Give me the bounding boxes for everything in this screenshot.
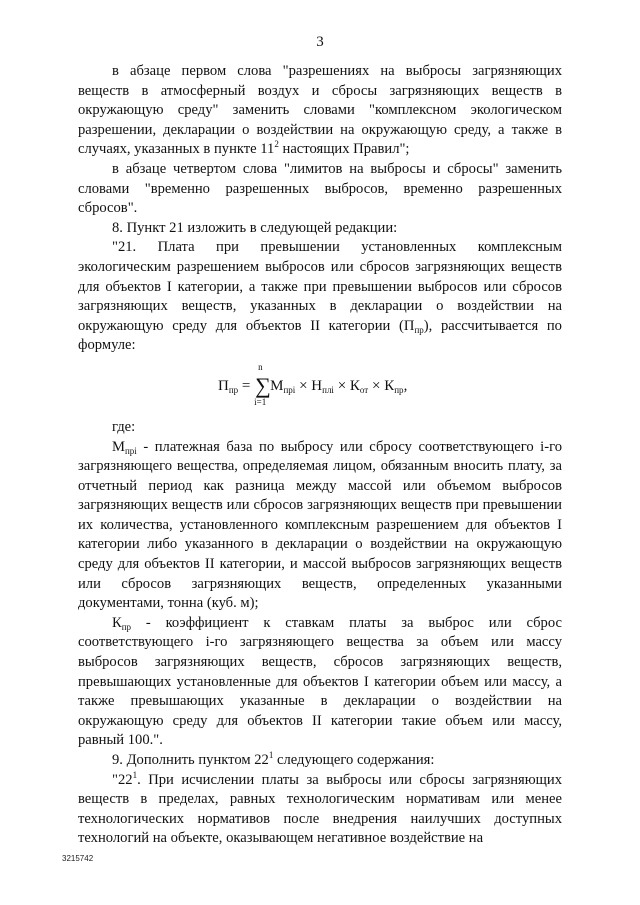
page-number: 3 — [316, 34, 324, 50]
definition-m: $М_{прi}$ - платежная база по выбросу или сбросу соответствующего i-го загрязняющего вещества, определяемая лицом, обязанным вносить плату, за отчетный период как разница между массой или объемом выбросов загрязняющих веществ или сбросов загрязняющих веществ при превышении их количества, установленного комплексным разрешением для объектов I категории либо указанного в декларации о воздействии на окружающую среду для объектов II категории, и массой выбросов загрязняющих веществ или сбросов загрязняющих веществ, определенных указанными документами, тонна (куб. м); — [78, 438, 562, 612]
definition-k: $К_{пр}$ - коэффициент к ставкам платы за выброс или сброс соответствующего i-го загрязняющего вещества за объем или массу выбросов загрязняющих веществ, сбросов загрязняющих веществ, превышающих установленные для объектов I категории объем или массу, а также превышающих указанные в декларации о воздействии на окружающую среду для объектов II категории такие объем или массу, равный 100.". — [78, 614, 562, 749]
paragraph-3: 8. Пункт 21 изложить в следующей редакции: — [112, 219, 398, 236]
where-label: где: — [112, 418, 136, 435]
superscript: 2 — [274, 139, 279, 150]
paragraph-2: в абзаце четвертом слова "лимитов на выбросы и сбросы" заменить словами "временно разрешенных выбросов, временно разрешенных сбросов". — [78, 160, 562, 217]
document-body — [78, 62, 562, 849]
paragraph-4: "21. Плата при превышении установленных комплексным экологическим разрешением выбросов или сбросов загрязняющих веществ для объектов I категории, а также при превышении выбросов или сбросов загрязняющих веществ, указанных в декларации о воздействии на окружающую среду для объектов II категории $(П_{пр})$, рассчитывается по формуле: — [78, 239, 562, 354]
formula-expression: $П_{пр}$ = n ∑ i=1 $М_{прi} \times Н_{плi} \times К_{от} \times К_{пр}$, — [218, 361, 408, 407]
formula — [78, 356, 562, 418]
document-code: 3215742 — [62, 854, 94, 863]
paragraph-9: 9. Дополнить пунктом $22^1$ следующего содержания: — [112, 750, 435, 768]
sum-symbol: n ∑ i=1 — [254, 361, 271, 407]
paragraph-10: "$22^1$. При исчислении платы за выбросы или сбросы загрязняющих веществ в пределах, равных технологическим нормативам или менее технологических нормативов после внедрения наилучших доступных технологий на объекте, оказывающем негативное воздействие на — [78, 769, 562, 847]
paragraph-1: в абзаце первом слова "разрешениях на выбросы загрязняющих веществ в атмосферный воздух и сбросы загрязняющих веществ в окружающую среду" заменить словами "комплексном экологическом разрешении, декларации о воздействии на окружающую среду, а также в случаях, указанных в пункте $11^2$ настоящих Правил"; — [78, 63, 562, 158]
